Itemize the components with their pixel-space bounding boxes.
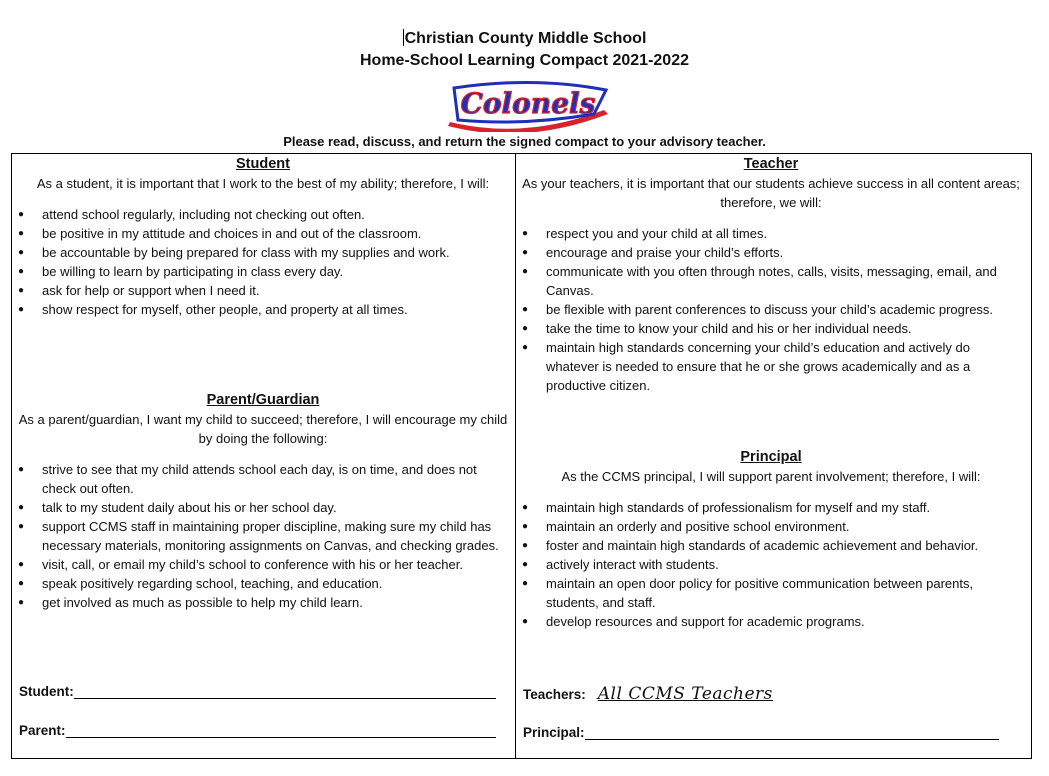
list-item: ● attend school regularly, including not checking out often. [18,205,508,224]
student-list [18,205,508,319]
parent-section [18,391,508,612]
list-item: ● maintain an orderly and positive school environment. [522,517,1020,536]
student-signature-line[interactable] [74,684,496,699]
student-signature-label: Student: [19,684,74,699]
principal-section [522,448,1020,631]
teacher-heading: Teacher [743,156,799,172]
list-item: ● show respect for myself, other people, and property at all times. [18,300,508,319]
text-cursor [403,29,404,46]
student-heading: Student [236,156,290,172]
list-item: ● get involved as much as possible to help my child learn. [18,593,508,612]
list-item: ● be accountable by being prepared for class with my supplies and work. [18,243,508,262]
list-item: ● actively interact with students. [522,555,1020,574]
parent-intro: As a parent/guardian, I want my child to succeed; therefore, I will encourage my child by doing the following: [18,412,508,446]
parent-heading: Parent/Guardian [206,392,320,408]
list-item: ● maintain high standards of professionalism for myself and my staff. [522,498,1020,517]
instructions: Please read, discuss, and return the signed compact to your advisory teacher. [283,134,766,149]
list-item: ● foster and maintain high standards of academic achievement and behavior. [522,536,1020,555]
list-item: ● talk to my student daily about his or her school day. [18,498,508,517]
parent-signature-label: Parent: [19,723,66,738]
teachers-signature-value: All CCMS Teachers [597,684,773,704]
list-item: ● speak positively regarding school, teaching, and education. [18,574,508,593]
teacher-intro: As your teachers, it is important that our students achieve success in all content areas; therefore, we will: [522,176,1020,210]
list-item: ● be positive in my attitude and choices in and out of the classroom. [18,224,508,243]
list-item: ● encourage and praise your child’s efforts. [522,243,1020,262]
list-item: ● maintain an open door policy for positive communication between parents, students, and staff. [522,574,1020,612]
parent-signature-line[interactable] [66,723,496,738]
list-item: ● respect you and your child at all times. [522,224,1020,243]
principal-signature [523,725,999,740]
parent-list [18,460,508,612]
list-item: ● take the time to know your child and his or her individual needs. [522,319,1020,338]
principal-list [522,498,1020,631]
student-section [18,155,508,319]
parent-signature [19,723,496,738]
student-signature [19,684,496,699]
list-item: ● visit, call, or email my child’s school to conference with his or her teacher. [18,555,508,574]
column-divider [515,153,516,759]
principal-signature-line[interactable] [585,725,999,740]
teacher-section [522,155,1020,395]
teacher-list [522,224,1020,395]
principal-signature-label: Principal: [523,725,585,740]
compact-title: Home-School Learning Compact 2021-2022 [360,52,689,69]
teachers-signature [523,684,773,704]
school-name: Christian County Middle School [404,30,647,47]
teachers-signature-label: Teachers: [523,687,586,702]
list-item: ● support CCMS staff in maintaining proper discipline, making sure my child has necessary materials, monitoring assignments on Canvas, and checking grades. [18,517,508,555]
colonels-logo [444,80,612,132]
principal-heading: Principal [740,449,802,465]
list-item: ● communicate with you often through notes, calls, visits, messaging, email, and Canvas. [522,262,1020,300]
list-item: ● be flexible with parent conferences to discuss your child’s academic progress. [522,300,1020,319]
list-item: ● maintain high standards concerning your child’s education and actively do whatever is needed to ensure that he or she grows academically and as a productive citizen. [522,338,1020,395]
list-item: ● strive to see that my child attends school each day, is on time, and does not check out often. [18,460,508,498]
principal-intro: As the CCMS principal, I will support parent involvement; therefore, I will: [561,469,981,484]
list-item: ● develop resources and support for academic programs. [522,612,1020,631]
logo-text: Colonels [460,87,596,120]
list-item: ● ask for help or support when I need it. [18,281,508,300]
student-intro: As a student, it is important that I work to the best of my ability; therefore, I will: [36,176,490,191]
list-item: ● be willing to learn by participating in class every day. [18,262,508,281]
